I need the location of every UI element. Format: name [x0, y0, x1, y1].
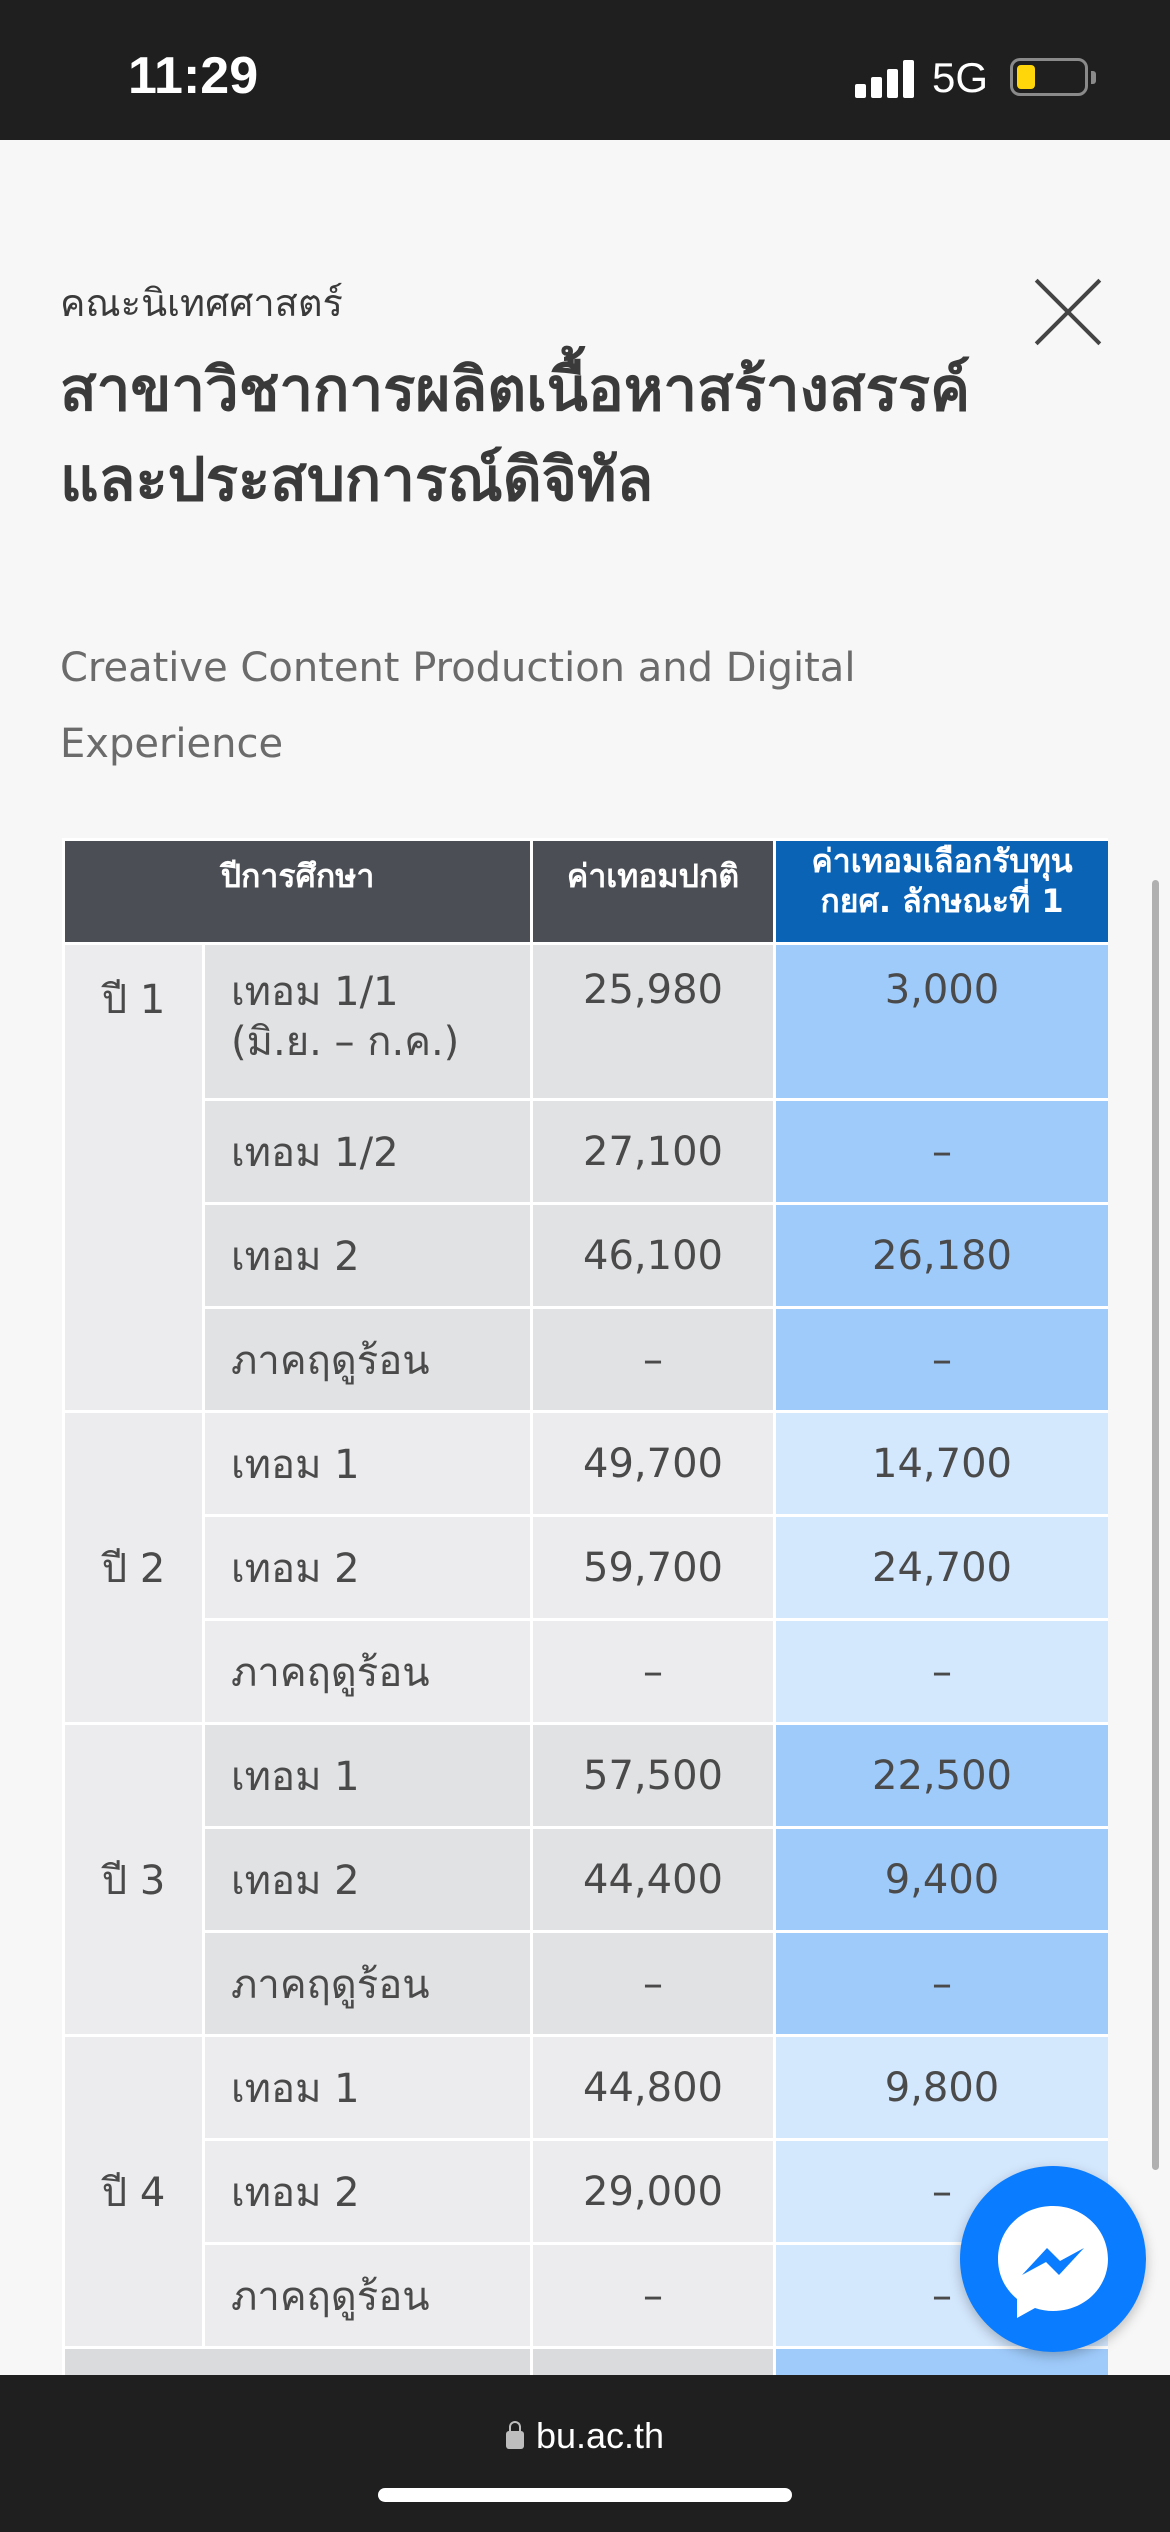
header-regular-fee: ค่าเทอมปกติ	[532, 840, 775, 944]
regular-fee-cell: 27,100	[532, 1100, 775, 1204]
tuition-table-container	[62, 838, 1108, 2375]
year-label: ปี 2	[64, 1412, 204, 1724]
scholarship-fee-cell: –	[775, 1308, 1109, 1412]
term-name: เทอม 1/1	[231, 969, 399, 1015]
home-indicator[interactable]	[378, 2488, 792, 2502]
term-label	[204, 944, 532, 1100]
table-row	[64, 2036, 1109, 2140]
regular-fee-cell: 57,500	[532, 1724, 775, 1828]
regular-fee-cell: 25,980	[532, 944, 775, 1100]
table-row	[64, 1724, 1109, 1828]
regular-fee-cell: –	[532, 1308, 775, 1412]
scholarship-fee-cell: –	[775, 1932, 1109, 2036]
scholarship-fee-cell: –	[775, 1620, 1109, 1724]
partial-cell	[64, 2348, 532, 2376]
scholarship-fee-cell: 3,000	[775, 944, 1109, 1100]
table-row	[64, 1516, 1109, 1620]
term-name: เทอม 2	[231, 1545, 360, 1592]
year-label: ปี 1	[64, 944, 204, 1412]
regular-fee-cell: 44,400	[532, 1828, 775, 1932]
scholarship-fee-cell: 9,800	[775, 2036, 1109, 2140]
term-name: เทอม 2	[231, 1857, 360, 1904]
scholarship-fee-cell: –	[775, 2140, 1109, 2244]
partial-cell	[532, 2348, 775, 2376]
term-name: ภาคฤดูร้อน	[231, 1337, 430, 1384]
term-name: เทอม 2	[231, 2169, 360, 2216]
scholarship-fee-cell: 26,180	[775, 1204, 1109, 1308]
term-name: ภาคฤดูร้อน	[231, 1961, 430, 2008]
table-row	[64, 1620, 1109, 1724]
table-row	[64, 2244, 1109, 2348]
term-label	[204, 1412, 532, 1516]
scholarship-fee-cell: 24,700	[775, 1516, 1109, 1620]
table-row	[64, 1308, 1109, 1412]
term-name: เทอม 1	[231, 1753, 360, 1800]
term-name: ภาคฤดูร้อน	[231, 2273, 430, 2320]
scholarship-fee-cell: 22,500	[775, 1724, 1109, 1828]
regular-fee-cell: 29,000	[532, 2140, 775, 2244]
term-label	[204, 1204, 532, 1308]
header-academic-year: ปีการศึกษา	[64, 840, 532, 944]
scholarship-fee-cell: –	[775, 2244, 1109, 2348]
table-row	[64, 1100, 1109, 1204]
term-label	[204, 1724, 532, 1828]
program-title-th: สาขาวิชาการผลิตเนื้อหาสร้างสรรค์และประสบการณ์ดิจิทัล	[60, 355, 971, 515]
regular-fee-cell: –	[532, 1620, 775, 1724]
status-bar	[0, 0, 1170, 140]
regular-fee-cell: 44,800	[532, 2036, 775, 2140]
signal-icon	[855, 60, 915, 98]
messenger-button[interactable]	[960, 2166, 1146, 2352]
table-row	[64, 1412, 1109, 1516]
term-name: เทอม 1/2	[231, 1129, 399, 1176]
regular-fee-cell: 59,700	[532, 1516, 775, 1620]
table-row	[64, 2140, 1109, 2244]
table-row	[64, 1204, 1109, 1308]
term-label	[204, 2036, 532, 2140]
term-label	[204, 1100, 532, 1204]
tuition-table	[62, 838, 1108, 2375]
term-name: เทอม 1	[231, 2065, 360, 2112]
term-name: เทอม 1	[231, 1441, 360, 1488]
messenger-icon	[960, 2166, 1146, 2352]
scholarship-fee-cell: 9,400	[775, 1828, 1109, 1932]
scholarship-fee-cell: 14,700	[775, 1412, 1109, 1516]
regular-fee-cell: 49,700	[532, 1412, 775, 1516]
year-label: ปี 3	[64, 1724, 204, 2036]
term-label	[204, 2140, 532, 2244]
term-label	[204, 1932, 532, 2036]
term-label	[204, 1620, 532, 1724]
scholarship-fee-cell: –	[775, 1100, 1109, 1204]
term-name: เทอม 2	[231, 1233, 360, 1280]
table-row	[64, 944, 1109, 1100]
regular-fee-cell: –	[532, 2244, 775, 2348]
regular-fee-cell: –	[532, 1932, 775, 2036]
network-label: 5G	[932, 54, 989, 101]
lock-icon	[506, 2431, 524, 2449]
term-label	[204, 2244, 532, 2348]
regular-fee-cell: 46,100	[532, 1204, 775, 1308]
url-text: bu.ac.th	[535, 2415, 665, 2456]
faculty-name: คณะนิเทศศาสตร์	[60, 281, 343, 325]
scrollbar[interactable]	[1152, 880, 1159, 2170]
table-row	[64, 1932, 1109, 2036]
term-note: (มิ.ย. – ก.ค.)	[231, 1019, 460, 1065]
table-row-partial	[64, 2348, 1109, 2376]
term-name: ภาคฤดูร้อน	[231, 1649, 430, 1696]
table-body	[64, 944, 1109, 2376]
battery-icon	[1010, 58, 1088, 96]
browser-url-bar[interactable]	[0, 2375, 1170, 2532]
program-title-en: Creative Content Production and Digital Experience	[60, 645, 856, 767]
table-row	[64, 1828, 1109, 1932]
term-label	[204, 1308, 532, 1412]
close-icon[interactable]	[1030, 275, 1104, 349]
year-label: ปี 4	[64, 2036, 204, 2348]
header-scholarship-fee: ค่าเทอมเลือกรับทุน กยศ. ลักษณะที่ 1	[775, 840, 1109, 944]
term-label	[204, 1828, 532, 1932]
term-label	[204, 1516, 532, 1620]
status-time: 11:29	[128, 47, 259, 105]
